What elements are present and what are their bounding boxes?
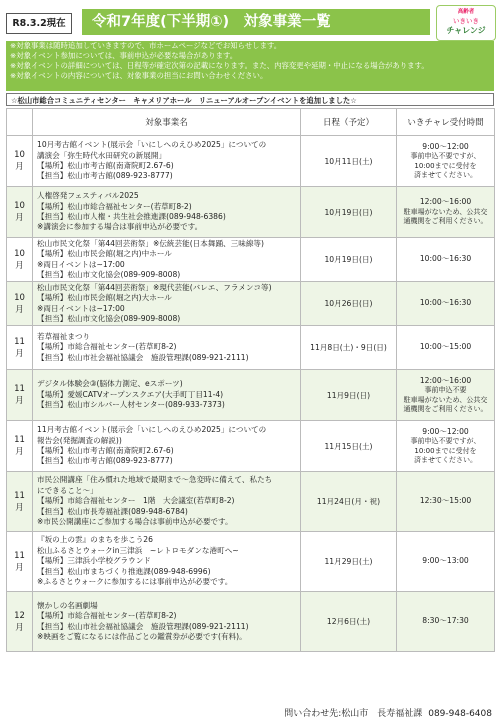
time-note: 事前申込不要ですが、 [410, 437, 481, 445]
table-row [7, 282, 495, 326]
event-line: 報告会(発掘調査の解説)) [37, 435, 122, 445]
event-line: 【担当】松山市人権・共生社会推進課(089-948-6386) [37, 212, 226, 221]
logo-line-3: チャレンジ [446, 26, 486, 35]
event-line: 【場所】市総合福祉センター(若草町8-2) [37, 342, 177, 352]
month-cell: 11 月 [7, 532, 33, 592]
event-line: 【担当】松山市考古館(089-923-8777) [37, 171, 173, 181]
date-cell: 10月26日(日) [301, 282, 397, 326]
event-line: 【場所】市総合福祉センター(若草町8-2) [37, 611, 177, 621]
event-line: 10月考古館イベント(展示会「いにしへのえひめ2025」についての [37, 140, 267, 150]
event-line: 懐かしの名画劇場 [37, 600, 98, 610]
event-line: 講演会「弥生時代水田研究の新展開」 [37, 150, 167, 160]
time-note: 済ませてください。 [414, 171, 477, 179]
event-cell [33, 592, 301, 652]
event-line: 松山ふるさとウォークin三津浜 ~レトロモダンな港町へ~ [37, 545, 239, 555]
event-line: ※講演会に参加する場合は事前申込が必要です。 [37, 222, 203, 232]
footer-label: 問い合わせ先:松山市 長寿福祉課 [284, 709, 423, 719]
date-cell: 11月9日(日) [301, 370, 397, 421]
time-cell: 12:30～15:00 [397, 472, 495, 532]
time-cell: 8:30～17:30 [397, 592, 495, 652]
time-note: 10:00までに受付を [414, 161, 477, 170]
event-table [6, 108, 495, 652]
event-line: 松山市民文化祭「第44回芸術祭」※現代芸能(バレエ、フラメンコ等) [37, 282, 272, 292]
event-line: 【場所】松山市総合福祉センター(若草町8-2) [37, 201, 192, 211]
event-line: ※ふるさとウォークに参加するには事前申込が必要です。 [37, 577, 233, 587]
event-line: ※両日イベントは~17:00 [37, 259, 125, 269]
header-month [7, 109, 33, 136]
footer-phone: 089-948-6408 [428, 709, 492, 719]
time-note: 10:00までに受付を [414, 446, 477, 455]
time-note: 事前申込不要ですが、 [410, 152, 481, 160]
month-cell: 10 月 [7, 187, 33, 238]
event-cell [33, 136, 301, 187]
event-line: 【担当】松山市考古館(089-923-8777) [37, 456, 173, 466]
event-cell [33, 472, 301, 532]
time-cell: 12:00～16:00 事前申込不要 駐車場がないため、公共交 通機関をご利用ください。 [397, 370, 495, 421]
table-row [7, 592, 495, 652]
event-line: 【担当】松山市長寿福祉課(089-948-6784) [37, 506, 188, 516]
time-cell: 10:00～15:00 [397, 326, 495, 370]
date-badge: R8.3.2現在 [6, 13, 72, 34]
time-cell: 10:00～16:30 [397, 282, 495, 326]
event-line: 『坂の上の雲』のまちを歩こう26 [37, 535, 153, 545]
date-cell: 11月24日(月・祝) [301, 472, 397, 532]
event-line: ※両日イベントは~17:00 [37, 303, 125, 313]
event-line: 人権啓発フェスティバル2025 [37, 191, 139, 201]
table-row [7, 421, 495, 472]
event-cell [33, 532, 301, 592]
month-cell: 10 月 [7, 282, 33, 326]
header-reception-time: いきチャレ受付時間 [397, 109, 495, 136]
event-line: 【場所】市総合福祉センター 1階 大会議室(若草町8-2) [37, 496, 235, 506]
table-row [7, 187, 495, 238]
time-cell: 12:00～16:00 駐車場がないため、公共交 通機関をご利用ください。 [397, 187, 495, 238]
time-note: 駐車場がないため、公共交 [403, 395, 488, 404]
event-line: ※映画をご覧になるには作品ごとの鑑賞券が必要です(有料)。 [37, 631, 247, 641]
event-cell [33, 282, 301, 326]
event-line: 【場所】三津浜小学校グラウンド [37, 556, 151, 566]
month-cell: 10 月 [7, 238, 33, 282]
event-line: 【担当】松山市まちづくり推進課(089-948-6996) [37, 566, 211, 576]
announcement-banner: ☆松山市総合コミュニティセンター キャメリアホール リニューアルオープンイベントを追加しました☆ [6, 93, 494, 106]
table-row [7, 238, 495, 282]
event-line: ※市民公開講座にご参加する場合は事前申込が必要です。 [37, 517, 233, 527]
month-cell: 11 月 [7, 472, 33, 532]
date-cell: 10月11日(土) [301, 136, 397, 187]
footer-contact [0, 706, 500, 719]
date-cell: 11月29日(土) [301, 532, 397, 592]
date-cell: 12月6日(土) [301, 592, 397, 652]
event-line: 若草福祉まつり [37, 331, 91, 341]
time-note: 通機関をご利用ください。 [403, 217, 488, 226]
notice-line: ※対象イベントの詳細については、日程等が確定次第の記載になります。また、内容変更や延期・中止になる場合があります。 [10, 61, 429, 70]
page-title: 令和7年度(下半期①) 対象事業一覧 [82, 9, 430, 35]
event-cell [33, 326, 301, 370]
header [6, 5, 494, 39]
month-cell: 12 月 [7, 592, 33, 652]
event-line: 【担当】松山市社会福祉協議会 施設管理課(089-921-2111) [37, 621, 249, 631]
event-line: 【担当】松山市文化協会(089-909-8008) [37, 313, 181, 323]
month-cell: 11 月 [7, 421, 33, 472]
event-line: にできること～」 [37, 485, 98, 495]
time-note: 事前申込不要 [424, 386, 467, 394]
event-cell [33, 187, 301, 238]
notice-box [6, 41, 494, 91]
table-row [7, 472, 495, 532]
event-line: 【場所】松山市考古館(南斎院町2.67-6) [37, 446, 174, 455]
header-schedule: 日程（予定） [301, 109, 397, 136]
date-cell: 11月15日(土) [301, 421, 397, 472]
time-note: 通機関をご利用ください。 [403, 405, 488, 413]
month-cell: 11 月 [7, 326, 33, 370]
time-cell: 9:00～12:00 事前申込不要ですが、 10:00までに受付を 済ませてください。 [397, 421, 495, 472]
table-row [7, 532, 495, 592]
event-cell [33, 370, 301, 421]
notice-line: ※対象事業は随時追加していきますので、市ホームページなどでお知らせします。 [10, 41, 282, 50]
table-row [7, 136, 495, 187]
table-header-row [7, 109, 495, 136]
challenge-logo [436, 5, 496, 41]
event-cell [33, 238, 301, 282]
header-event-name: 対象事業名 [33, 109, 301, 136]
month-cell: 11 月 [7, 370, 33, 421]
event-cell [33, 421, 301, 472]
event-line: 【担当】松山市シルバー人材センター(089-933-7373) [37, 400, 225, 410]
time-note: 駐車場がないため、公共交 [403, 207, 488, 216]
table-row [7, 370, 495, 421]
event-line: 11月考古館イベント(展示会「いにしへのえひめ2025」についての [37, 425, 267, 435]
event-line: 【場所】愛媛CATVオープンスクエア(大手町丁目11-4) [37, 389, 224, 399]
table-row [7, 326, 495, 370]
event-line: デジタル体験会③(脳体力測定、eスポーツ) [37, 379, 183, 389]
event-line: 【場所】松山市考古館(南斎院町2.67-6) [37, 161, 174, 170]
event-line: 松山市民文化祭「第44回芸術祭」※伝統芸能(日本舞踊、三味線等) [37, 238, 264, 248]
event-line: 【場所】松山市民会館(堀之内)中ホール [37, 249, 172, 259]
time-note: 済ませてください。 [414, 456, 477, 464]
month-cell: 10 月 [7, 136, 33, 187]
time-cell: 9:00～12:00 事前申込不要ですが、 10:00までに受付を 済ませてください。 [397, 136, 495, 187]
notice-line: ※対象イベントの内容については、対象事業の担当にお問い合わせください。 [10, 71, 268, 80]
event-line: 市民公開講座「住み慣れた地域で最期まで～急変時に備えて、私たち [37, 475, 273, 485]
event-line: 【担当】松山市社会福祉協議会 施設管理課(089-921-2111) [37, 352, 249, 362]
logo-line-1: 高齢者 [457, 9, 475, 15]
date-cell: 10月19日(日) [301, 238, 397, 282]
event-line: 【担当】松山市文化協会(089-909-8008) [37, 269, 181, 279]
date-cell: 11月8日(土)・9日(日) [301, 326, 397, 370]
logo-line-2: いきいき [453, 17, 479, 25]
time-cell: 9:00～13:00 [397, 532, 495, 592]
date-cell: 10月19日(日) [301, 187, 397, 238]
time-cell: 10:00～16:30 [397, 238, 495, 282]
notice-line: ※対象イベント参加については、事前申込が必要な場合があります。 [10, 51, 238, 60]
event-line: 【場所】松山市民会館(堀之内)大ホール [37, 293, 172, 303]
